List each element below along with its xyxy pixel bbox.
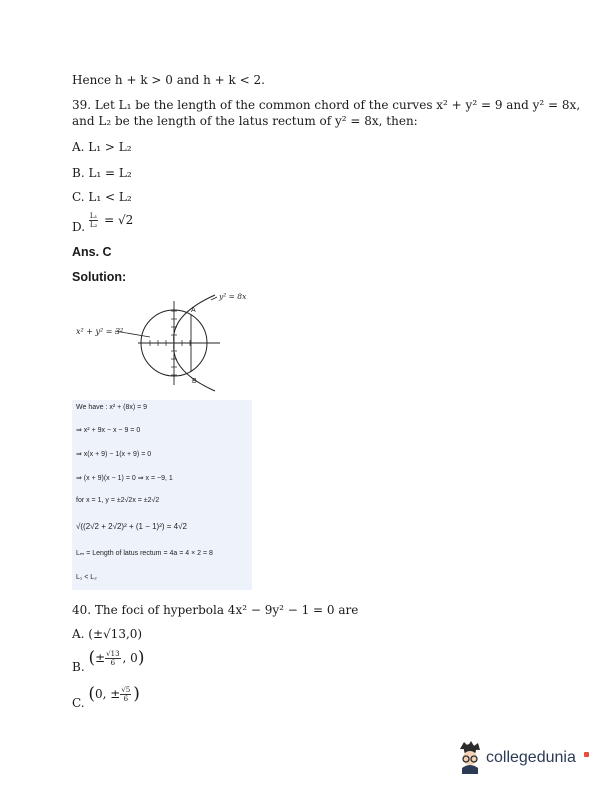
q40-option-b: B. (± $\frac{√13}{6}$ , 0) — [72, 648, 145, 674]
fraction-numerator: L₁ — [89, 212, 98, 220]
q39-option-a: A. L₁ > L₂ — [72, 140, 132, 154]
circle-equation-label: x² + y² = 3² — [76, 327, 124, 336]
solution-line: L₁ < L₂ — [76, 574, 97, 581]
solution-line: ⇒ (x + 9)(x − 1) = 0 ⇒ x = −9, 1 — [76, 475, 173, 482]
fraction-denominator: 6 — [110, 659, 116, 667]
answer-label: Ans. C — [72, 245, 112, 259]
fraction-numerator: √5 — [121, 686, 131, 694]
q39-option-d — [72, 212, 134, 234]
q39-option-b: B. L₁ = L₂ — [72, 166, 132, 180]
solution-line: ⇒ x² + 9x − x − 9 = 0 — [76, 427, 141, 434]
q40-text: 40. The foci of hyperbola 4x² − 9y² − 1 = 0 are — [72, 603, 359, 617]
q40-option-b-prefix: B. — [72, 660, 85, 674]
solution-label: Solution: — [72, 270, 127, 284]
intro-line: Hence h + k > 0 and h + k < 2. — [72, 73, 265, 87]
paren-open: ( — [88, 684, 96, 704]
q39-option-d-prefix: D. — [72, 220, 86, 234]
fraction-numerator: √13 — [106, 650, 120, 658]
solution-line: We have : x² + (8x) = 9 — [76, 404, 148, 411]
q39-option-d-fraction — [89, 212, 98, 229]
fraction-denominator: 6 — [123, 695, 129, 703]
point-a-label: A — [191, 307, 196, 314]
fraction-denominator: L₂ — [89, 221, 98, 229]
solution-line: √((2√2 + 2√2)² + (1 − 1)²) = 4√2 — [76, 522, 187, 531]
parabola-equation-label: y² = 8x — [219, 292, 247, 301]
solution-line: Lₘ = Length of latus rectum = 4a = 4 × 2 = 8 — [76, 550, 213, 557]
q40-option-c: C. (0, ± $\frac{√5}{6}$ ) — [72, 684, 140, 710]
q39-option-d-rhs: = √2 — [104, 213, 134, 227]
q39-text-line1: 39. Let L₁ be the length of the common chord of the curves x² + y² = 9 and y² = 8x, — [72, 98, 581, 112]
q39-option-c: C. L₁ < L₂ — [72, 190, 132, 204]
q40-option-b-fraction — [105, 650, 120, 667]
circle-parabola-figure — [70, 285, 270, 395]
brand-dot-icon — [584, 752, 589, 757]
solution-line: ⇒ x(x + 9) − 1(x + 9) = 0 — [76, 451, 152, 458]
solution-line: for x = 1, y = ±2√2x = ±2√2 — [76, 497, 160, 504]
point-b-label: B — [192, 378, 197, 385]
q40-option-a: A. (±√13,0) — [72, 627, 143, 641]
paren-close: ) — [133, 684, 140, 704]
q40-option-c-prefix: C. — [72, 696, 85, 710]
paren-open: ( — [88, 648, 96, 668]
q40-option-c-fraction — [120, 686, 131, 703]
brand-name: collegedunia — [486, 749, 576, 766]
q39-text-line2: and L₂ be the length of the latus rectum of y² = 8x, then: — [72, 114, 418, 128]
paren-close: ) — [137, 648, 145, 668]
